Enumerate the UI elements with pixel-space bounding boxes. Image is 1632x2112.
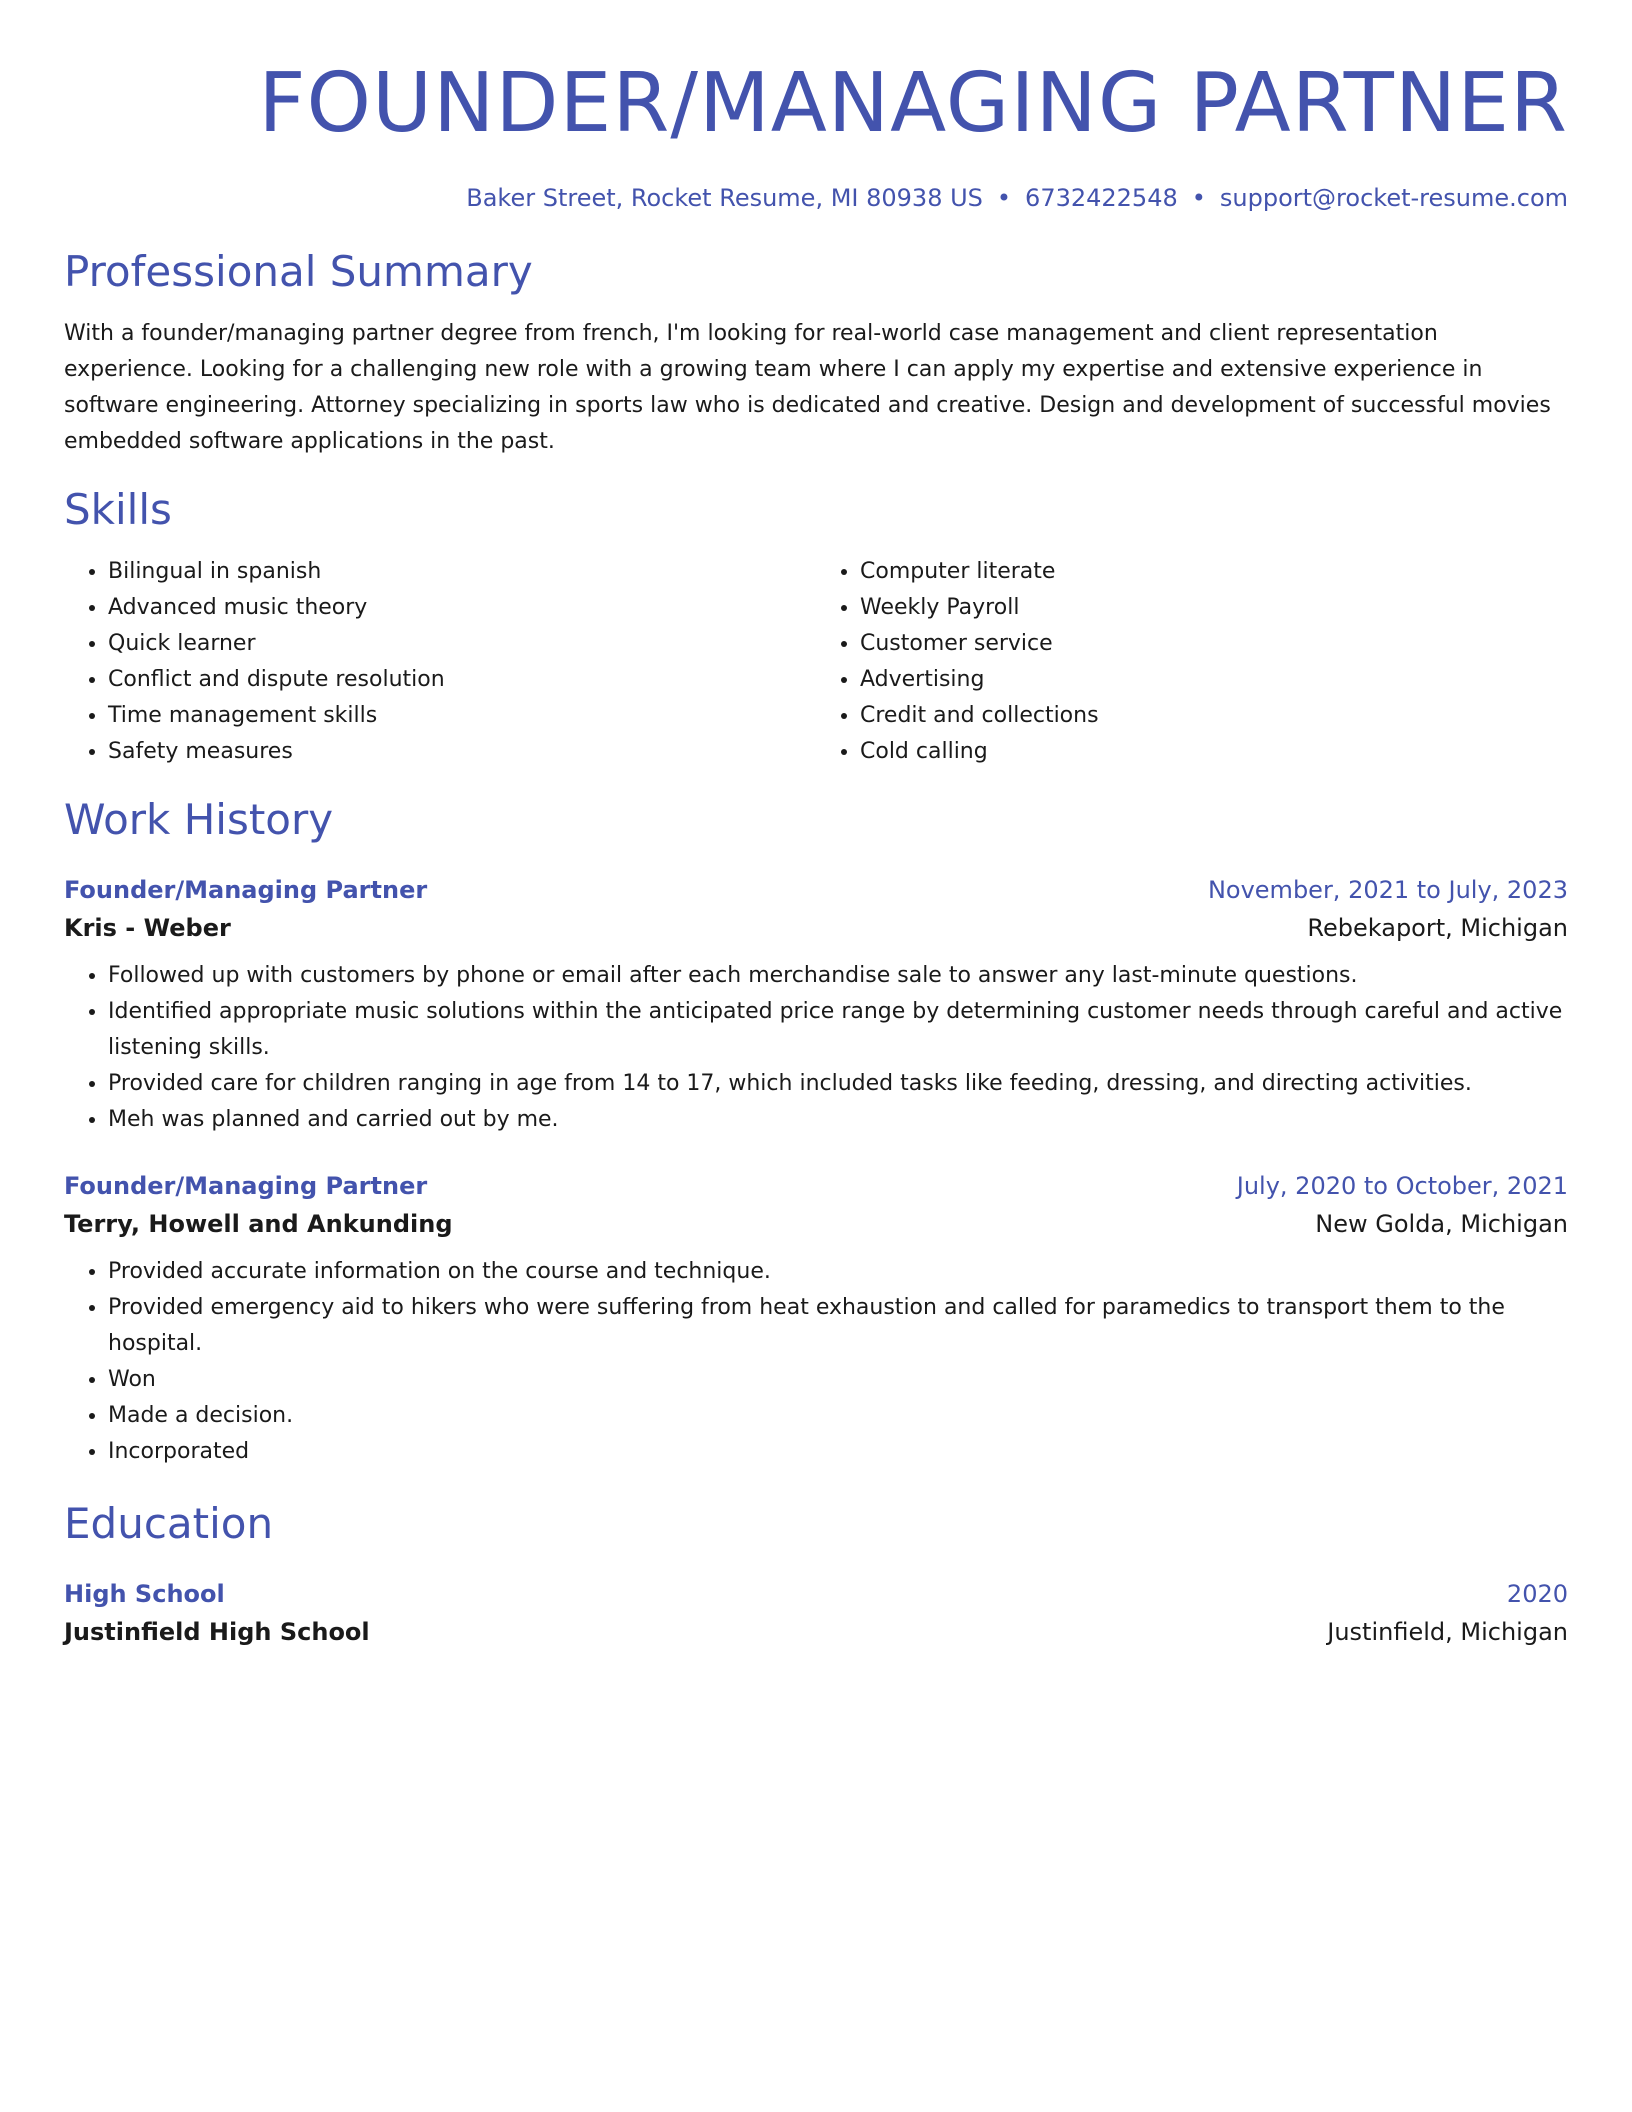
job-entry: [64, 1168, 1568, 1470]
job-company-row: [64, 1204, 1568, 1244]
education-school-row: [64, 1612, 1568, 1652]
job-bullet: • Meh was planned and carried out by me.: [108, 1102, 1568, 1138]
skill-item: • Customer service: [860, 626, 1568, 662]
job-dates: July, 2020 to October, 2021: [1236, 1172, 1568, 1200]
job-bullet: • Followed up with customers by phone or email after each merchandise sale to answer any last-minute questions.: [108, 958, 1568, 994]
summary-section: [64, 246, 1568, 460]
skill-item: • Weekly Payroll: [860, 590, 1568, 626]
resume-header: [64, 48, 1568, 214]
job-location: Rebekaport, Michigan: [1307, 914, 1568, 942]
skills-grid: [64, 554, 1568, 770]
education-location: Justinfield, Michigan: [1327, 1618, 1568, 1646]
job-title: Founder/Managing Partner: [64, 1172, 428, 1200]
skills-section: [64, 484, 1568, 770]
job-company: Terry, Howell and Ankunding: [64, 1210, 453, 1238]
education-degree: High School: [64, 1580, 225, 1608]
job-title: Founder/Managing Partner: [64, 876, 428, 904]
job-dates: November, 2021 to July, 2023: [1207, 876, 1568, 904]
job-bullet: • Incorporated: [108, 1434, 1568, 1470]
education-heading: Education: [64, 1499, 274, 1548]
job-bullet: • Provided emergency aid to hikers who were suffering from heat exhaustion and called for paramedics to transport them to the hospital.: [108, 1290, 1568, 1362]
skill-item: • Cold calling: [860, 734, 1568, 770]
summary-heading: Professional Summary: [64, 247, 533, 296]
education-degree-row: [64, 1576, 1568, 1612]
job-bullets: [64, 1254, 1568, 1470]
education-section: [64, 1498, 1568, 1652]
skill-item: • Quick learner: [108, 626, 816, 662]
skill-item: • Computer literate: [860, 554, 1568, 590]
job-title-row: [64, 872, 1568, 908]
job-bullet: • Made a decision.: [108, 1398, 1568, 1434]
contact-separator: •: [1191, 184, 1206, 212]
job-bullet: • Provided accurate information on the course and technique.: [108, 1254, 1568, 1290]
skill-item: • Advertising: [860, 662, 1568, 698]
job-bullets: [64, 958, 1568, 1138]
education-entry: [64, 1576, 1568, 1652]
skill-item: • Conflict and dispute resolution: [108, 662, 816, 698]
job-company-row: [64, 908, 1568, 948]
contact-separator: •: [996, 184, 1012, 212]
work-history-heading: Work History: [64, 795, 334, 844]
skill-item: • Advanced music theory: [108, 590, 816, 626]
job-bullet: • Provided care for children ranging in age from 14 to 17, which included tasks like feeding, dressing, and directing activities.: [108, 1066, 1568, 1102]
contact-address: Baker Street, Rocket Resume, MI 80938 US: [466, 184, 983, 212]
education-school: Justinfield High School: [64, 1618, 370, 1646]
skill-item: • Credit and collections: [860, 698, 1568, 734]
job-company: Kris - Weber: [64, 914, 231, 942]
job-bullet: • Won: [108, 1362, 1568, 1398]
skill-item: • Safety measures: [108, 734, 816, 770]
contact-phone: 6732422548: [1025, 184, 1178, 212]
skill-item: • Time management skills: [108, 698, 816, 734]
skills-list-right: [816, 554, 1568, 770]
job-location: New Golda, Michigan: [1315, 1210, 1568, 1238]
resume-name: FOUNDER/MANAGING PARTNER: [258, 56, 1568, 151]
work-history-section: [64, 794, 1568, 1470]
contact-line: [64, 182, 1568, 214]
education-year: 2020: [1506, 1580, 1568, 1608]
job-entry: [64, 872, 1568, 1138]
summary-text: With a founder/managing partner degree from french, I'm looking for real-world case management and client representation experience. Looking for a challenging new role with a growing team where I can apply my expertise and extensive experience in software engineering. Attorney specializing in sports law who is dedicated and creative. Design and development of successful movies embedded software applications in the past.: [64, 321, 1551, 454]
skill-item: • Bilingual in spanish: [108, 554, 816, 590]
skills-list-left: [64, 554, 816, 770]
job-title-row: [64, 1168, 1568, 1204]
job-bullet: • Identified appropriate music solutions within the anticipated price range by determining customer needs through careful and active listening skills.: [108, 994, 1568, 1066]
skills-heading: Skills: [64, 485, 172, 534]
contact-email: support@rocket-resume.com: [1219, 184, 1568, 212]
